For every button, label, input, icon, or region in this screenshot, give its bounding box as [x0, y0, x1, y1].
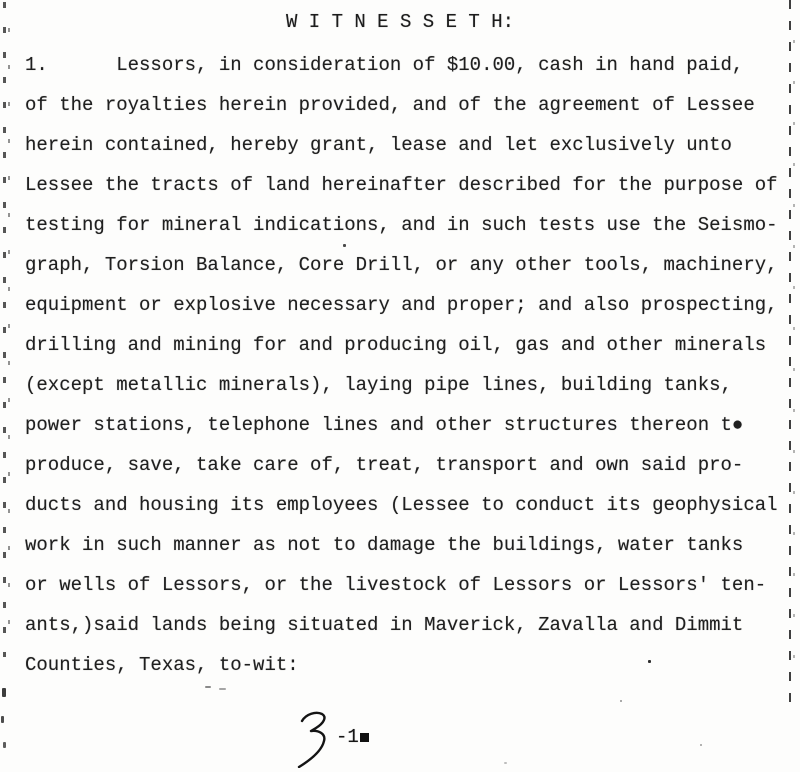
- document-line: power stations, telephone lines and other structures thereon t●: [25, 414, 744, 436]
- document-line: Lessee the tracts of land hereinafter described for the purpose of: [25, 174, 778, 196]
- document-line: produce, save, take care of, treat, transport and own said pro-: [25, 454, 744, 476]
- document-line: 1. Lessors, in consideration of $10.00, cash in hand paid,: [25, 54, 744, 76]
- document-line: herein contained, hereby grant, lease and let exclusively unto: [25, 134, 732, 156]
- document-line: work in such manner as not to damage the buildings, water tanks: [25, 534, 744, 556]
- document-body: [25, 45, 793, 685]
- ink-blot-period: [360, 733, 369, 742]
- document-line: Counties, Texas, to-wit:: [25, 654, 299, 676]
- handwritten-numeral-3: [296, 710, 332, 768]
- scan-speck: [3, 742, 6, 748]
- document-line: ducts and housing its employees (Lessee to conduct its geophysical: [25, 494, 778, 516]
- scan-speck: [504, 762, 507, 764]
- document-line: (except metallic minerals), laying pipe lines, building tanks,: [25, 374, 732, 396]
- scan-speck: [2, 688, 6, 697]
- document-line: or wells of Lessors, or the livestock of Lessors or Lessors' ten-: [25, 574, 767, 596]
- document-line: testing for mineral indications, and in such tests use the Seismo-: [25, 214, 778, 236]
- scan-speck: [620, 700, 622, 702]
- scan-artifact-left-edge: [3, 2, 6, 657]
- scan-speck: [700, 744, 702, 746]
- document-line: graph, Torsion Balance, Core Drill, or any other tools, machinery,: [25, 254, 778, 276]
- scan-speck: [219, 688, 226, 690]
- scan-speck: [205, 686, 211, 688]
- typed-page-number: [336, 726, 369, 748]
- scan-artifact-left-edge-2: [8, 28, 10, 628]
- typed-page-number-text: -1: [336, 726, 359, 748]
- document-line: equipment or explosive necessary and proper; and also prospecting,: [25, 294, 778, 316]
- document-heading-witnesseth: W I T N E S S E T H:: [285, 11, 515, 33]
- scan-artifact-right-edge-2: [793, 40, 795, 660]
- scan-speck: [1, 716, 4, 723]
- document-line: of the royalties herein provided, and of the agreement of Lessee: [25, 94, 755, 116]
- document-line: drilling and mining for and producing oil, gas and other minerals: [25, 334, 767, 356]
- document-line: ants,)said lands being situated in Maverick, Zavalla and Dimmit: [25, 614, 744, 636]
